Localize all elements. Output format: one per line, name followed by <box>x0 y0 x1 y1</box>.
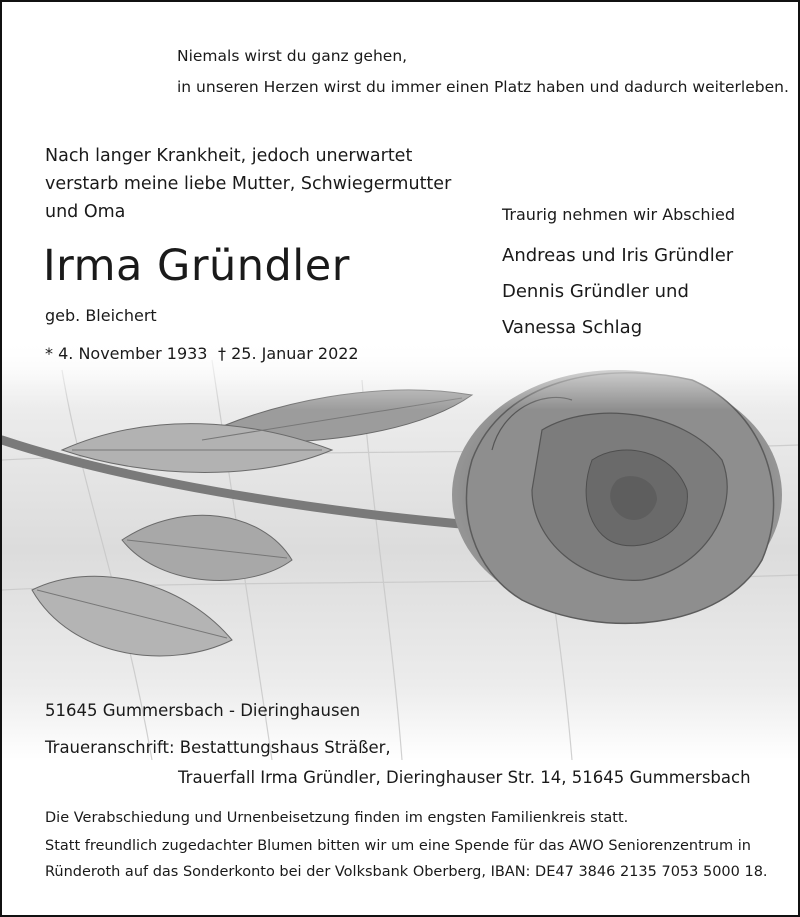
birth-date: * 4. November 1933 <box>45 344 208 363</box>
mourner-line-1: Andreas und Iris Gründler <box>502 245 734 266</box>
note-line-3: Ründeroth auf das Sonderkonto bei der Volksbank Oberberg, IBAN: DE47 3846 2135 7053 5000 18. <box>45 864 768 880</box>
note-line-2: Statt freundlich zugedachter Blumen bitten wir um eine Spende für das AWO Seniorenzentrum in <box>45 838 751 854</box>
mourning-address-label: Traueranschrift: Bestattungshaus Sträßer, <box>45 738 391 757</box>
rose-illustration <box>2 340 798 760</box>
quote-line-1: Niemals wirst du ganz gehen, <box>177 47 408 65</box>
mourners-heading: Traurig nehmen wir Abschied <box>502 205 736 224</box>
deceased-name: Irma Gründler <box>43 241 350 291</box>
place: 51645 Gummersbach - Dieringhausen <box>45 701 361 720</box>
intro-line-2: verstarb meine liebe Mutter, Schwiegermutter <box>45 174 452 194</box>
note-line-1: Die Verabschiedung und Urnenbeisetzung finden im engsten Familienkreis statt. <box>45 810 629 826</box>
mourning-address-line-2: Trauerfall Irma Gründler, Dieringhauser Str. 14, 51645 Gummersbach <box>178 768 751 787</box>
intro-line-3: und Oma <box>45 202 126 222</box>
intro-line-1: Nach langer Krankheit, jedoch unerwartet <box>45 146 413 166</box>
quote-line-2: in unseren Herzen wirst du immer einen Platz haben und dadurch weiterleben. <box>177 78 789 96</box>
death-date: † 25. Januar 2022 <box>218 344 359 363</box>
mourner-line-2: Dennis Gründler und <box>502 281 689 302</box>
birth-name: geb. Bleichert <box>45 306 157 325</box>
mourner-line-3: Vanessa Schlag <box>502 317 643 338</box>
